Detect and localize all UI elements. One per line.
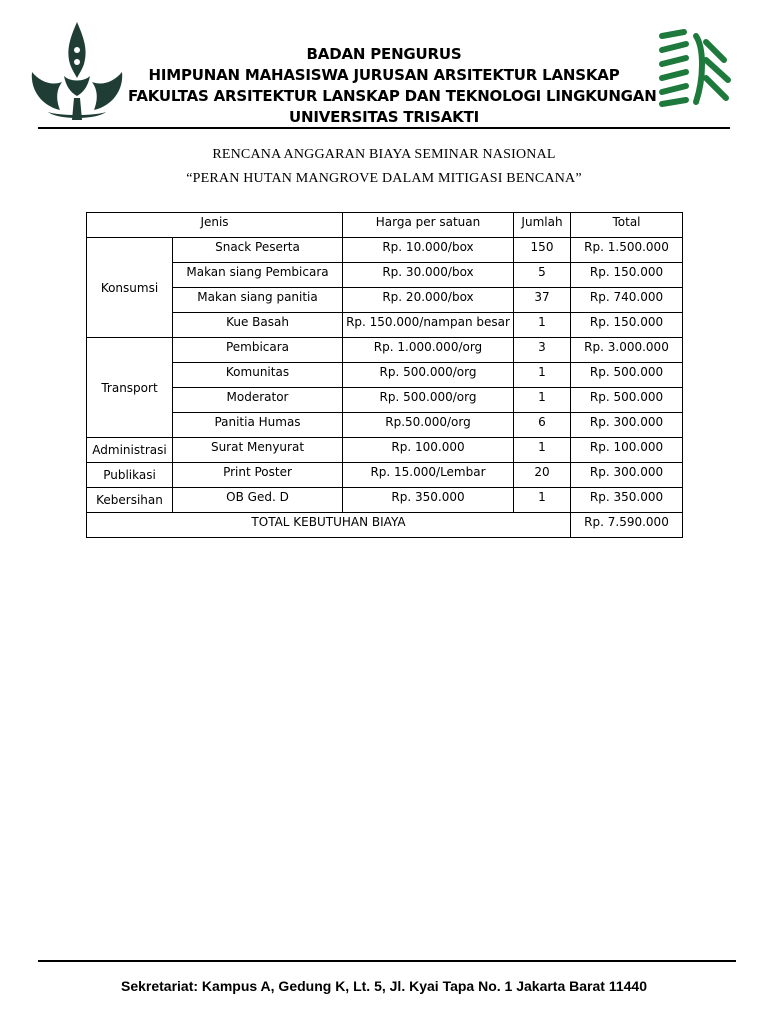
item-cell: Makan siang Pembicara bbox=[173, 263, 343, 288]
header-jumlah: Jumlah bbox=[514, 213, 571, 238]
qty-cell: 1 bbox=[514, 438, 571, 463]
table-row bbox=[87, 313, 683, 338]
total-cell: Rp. 100.000 bbox=[571, 438, 683, 463]
table-row bbox=[87, 413, 683, 438]
item-cell: OB Ged. D bbox=[173, 488, 343, 513]
title-line-1: RENCANA ANGGARAN BIAYA SEMINAR NASIONAL bbox=[212, 147, 556, 162]
total-cell: Rp. 500.000 bbox=[571, 363, 683, 388]
title-line-2: “PERAN HUTAN MANGROVE DALAM MITIGASI BENCANA” bbox=[186, 171, 582, 186]
table-row bbox=[87, 488, 683, 513]
price-cell: Rp. 15.000/Lembar bbox=[343, 463, 514, 488]
qty-cell: 1 bbox=[514, 313, 571, 338]
qty-cell: 6 bbox=[514, 413, 571, 438]
table-row bbox=[87, 363, 683, 388]
category-cell: Kebersihan bbox=[87, 488, 173, 513]
qty-cell: 1 bbox=[514, 488, 571, 513]
price-cell: Rp. 10.000/box bbox=[343, 238, 514, 263]
item-cell: Makan siang panitia bbox=[173, 288, 343, 313]
total-cell: Rp. 500.000 bbox=[571, 388, 683, 413]
header-line-1: BADAN PENGURUS bbox=[306, 45, 462, 63]
document-title bbox=[0, 143, 768, 191]
total-label: TOTAL KEBUTUHAN BIAYA bbox=[87, 513, 571, 538]
table-row bbox=[87, 338, 683, 363]
qty-cell: 1 bbox=[514, 388, 571, 413]
price-cell: Rp. 500.000/org bbox=[343, 388, 514, 413]
qty-cell: 1 bbox=[514, 363, 571, 388]
item-cell: Moderator bbox=[173, 388, 343, 413]
qty-cell: 150 bbox=[514, 238, 571, 263]
category-cell: Konsumsi bbox=[87, 238, 173, 338]
table-row bbox=[87, 288, 683, 313]
price-cell: Rp. 150.000/nampan besar bbox=[343, 313, 514, 338]
header-line-2: HIMPUNAN MAHASISWA JURUSAN ARSITEKTUR LANSKAP bbox=[148, 66, 620, 84]
qty-cell: 37 bbox=[514, 288, 571, 313]
header-line-3: FAKULTAS ARSITEKTUR LANSKAP DAN TEKNOLOGI LINGKUNGAN bbox=[128, 87, 657, 105]
header-total: Total bbox=[571, 213, 683, 238]
footer-address: Sekretariat: Kampus A, Gedung K, Lt. 5, Jl. Kyai Tapa No. 1 Jakarta Barat 11440 bbox=[121, 978, 647, 994]
table-header-row bbox=[87, 213, 683, 238]
total-cell: Rp. 1.500.000 bbox=[571, 238, 683, 263]
item-cell: Surat Menyurat bbox=[173, 438, 343, 463]
qty-cell: 20 bbox=[514, 463, 571, 488]
item-cell: Kue Basah bbox=[173, 313, 343, 338]
total-value: Rp. 7.590.000 bbox=[571, 513, 683, 538]
item-cell: Komunitas bbox=[173, 363, 343, 388]
header-harga: Harga per satuan bbox=[343, 213, 514, 238]
category-cell: Administrasi bbox=[87, 438, 173, 463]
table-row bbox=[87, 463, 683, 488]
category-cell: Publikasi bbox=[87, 463, 173, 488]
organization-header bbox=[128, 44, 657, 128]
price-cell: Rp.50.000/org bbox=[343, 413, 514, 438]
price-cell: Rp. 30.000/box bbox=[343, 263, 514, 288]
budget-table bbox=[86, 212, 683, 538]
table-row bbox=[87, 238, 683, 263]
price-cell: Rp. 1.000.000/org bbox=[343, 338, 514, 363]
price-cell: Rp. 20.000/box bbox=[343, 288, 514, 313]
item-cell: Snack Peserta bbox=[173, 238, 343, 263]
header-divider bbox=[38, 127, 730, 129]
price-cell: Rp. 500.000/org bbox=[343, 363, 514, 388]
header-line-4: UNIVERSITAS TRISAKTI bbox=[288, 108, 480, 126]
item-cell: Pembicara bbox=[173, 338, 343, 363]
table-row bbox=[87, 263, 683, 288]
total-cell: Rp. 300.000 bbox=[571, 463, 683, 488]
price-cell: Rp. 100.000 bbox=[343, 438, 514, 463]
item-cell: Print Poster bbox=[173, 463, 343, 488]
total-cell: Rp. 150.000 bbox=[571, 263, 683, 288]
total-cell: Rp. 3.000.000 bbox=[571, 338, 683, 363]
total-cell: Rp. 300.000 bbox=[571, 413, 683, 438]
item-cell: Panitia Humas bbox=[173, 413, 343, 438]
university-emblem-icon bbox=[26, 20, 128, 124]
footer-divider bbox=[38, 960, 736, 962]
total-cell: Rp. 150.000 bbox=[571, 313, 683, 338]
faculty-leaf-emblem-icon bbox=[652, 28, 736, 108]
price-cell: Rp. 350.000 bbox=[343, 488, 514, 513]
qty-cell: 3 bbox=[514, 338, 571, 363]
total-cell: Rp. 740.000 bbox=[571, 288, 683, 313]
table-row bbox=[87, 438, 683, 463]
table-row bbox=[87, 388, 683, 413]
qty-cell: 5 bbox=[514, 263, 571, 288]
total-cell: Rp. 350.000 bbox=[571, 488, 683, 513]
category-cell: Transport bbox=[87, 338, 173, 438]
total-row bbox=[87, 513, 683, 538]
header-jenis: Jenis bbox=[87, 213, 343, 238]
